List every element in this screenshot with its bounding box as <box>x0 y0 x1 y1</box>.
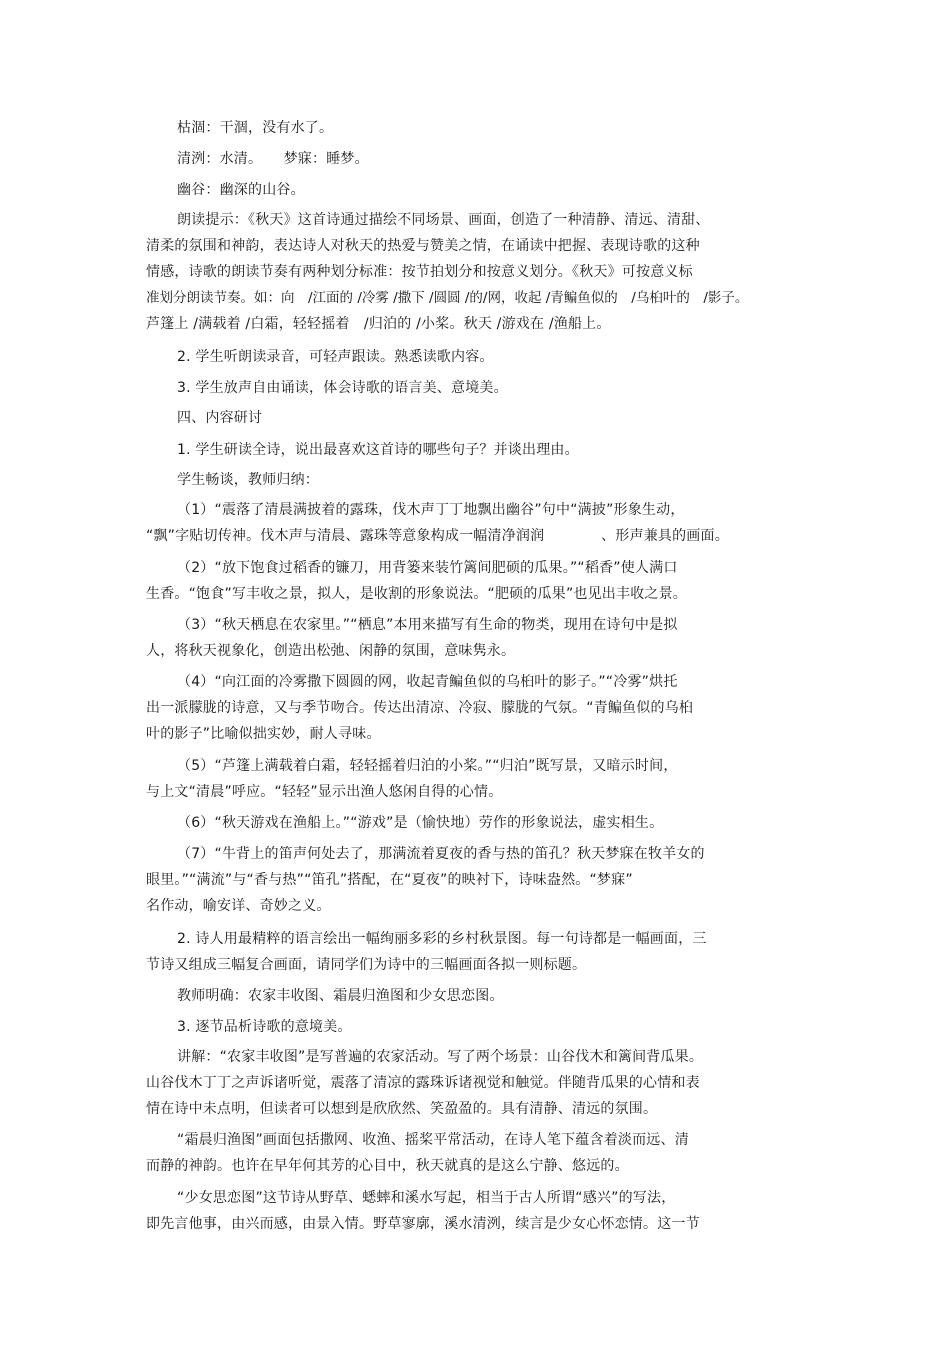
text-line: 叶的影子”比喻似拙实妙，耐人寻味。 <box>146 726 381 742</box>
text-line: 而静的神韵。也许在早年何其芳的心目中，秋天就真的是这么宁静、悠远的。 <box>146 1158 629 1174</box>
text-line: 准划分朗读节奏。如：向 /江面的 /冷雾 /撒下 /圆圆 /的/网，收起 /青鳊鱼似的 /乌桕叶的 /影子。 <box>146 290 749 306</box>
text-line: 芦篷上 /满载着 /白霜，轻轻摇着 /归泊的 /小桨。秋天 /游戏在 /渔船上。 <box>146 316 611 332</box>
text-line: （5）“芦篷上满载着白霜，轻轻摇着归泊的小桨。”“归泊”既写景，又暗示时间， <box>177 758 678 774</box>
text-line: 山谷伐木丁丁之声诉诸听觉，震落了清凉的露珠诉诸视觉和触觉。伴随背瓜果的心情和表 <box>146 1075 700 1091</box>
text-line: 情在诗中未点明，但读者可以想到是欣欣然、笑盈盈的。具有清静、清远的氛围。 <box>146 1101 658 1117</box>
text-line: 清柔的氛围和神韵，表达诗人对秋天的热爱与赞美之情，在诵读中把握、表现诗歌的这种 <box>146 238 700 254</box>
text-line: 1. 学生研读全诗，说出最喜欢这首诗的哪些句子？并谈出理由。 <box>177 442 579 458</box>
text-line: 名作动，喻安详、奇妙之义。 <box>146 898 331 914</box>
text-line: （4）“向江面的冷雾撒下圆圆的网，收起青鳊鱼似的乌桕叶的影子。”“冷雾”烘托 <box>177 674 678 690</box>
text-line: 教师明确：农家丰收图、霜晨归渔图和少女思恋图。 <box>177 988 504 1004</box>
text-line: （2）“放下饱食过稻香的镰刀，用背篓来装竹篱间肥硕的瓜果。”“稻香”使人满口 <box>177 560 678 576</box>
text-line: 眼里。”“满流”与“香与热”“笛孔”搭配，在“夏夜”的映衬下，诗味盎然。“梦寐” <box>146 872 633 888</box>
text-line: 2. 诗人用最精粹的语言绘出一幅绚丽多彩的乡村秋景图。每一句诗都是一幅画面，三 <box>177 931 707 947</box>
text-line: “少女思恋图”这节诗从野草、蟋蟀和溪水写起，相当于古人所谓“感兴”的写法， <box>177 1190 676 1206</box>
text-line: 3. 逐节品析诗歌的意境美。 <box>177 1019 352 1035</box>
text-line: 幽谷：幽深的山谷。 <box>177 182 305 198</box>
text-line: 即先言他事，由兴而感，由景入情。野草寥廓，溪水清洌，续言是少女心怀恋情。这一节 <box>146 1216 700 1232</box>
text-line: 3. 学生放声自由诵读，体会诗歌的语言美、意境美。 <box>177 380 508 396</box>
section-heading: 四、内容研讨 <box>177 410 263 426</box>
text-line: “霜晨归渔图”画面包括撒网、收渔、摇桨平常活动，在诗人笔下蕴含着淡而远、清 <box>177 1132 689 1148</box>
text-line: 学生畅谈，教师归纳： <box>177 472 319 488</box>
text-line: 与上文“清晨”呼应。“轻轻”显示出渔人悠闲自得的心情。 <box>146 784 503 800</box>
text-line: 节诗又组成三幅复合画面，请同学们为诗中的三幅画面各拟一则标题。 <box>146 957 587 973</box>
text-line: 人，将秋天视象化，创造出松弛、闲静的氛围，意味隽永。 <box>146 643 516 659</box>
text-line: （1）“震落了清晨满披着的露珠，伐木声丁丁地飘出幽谷”句中“满披”形象生动， <box>177 502 685 518</box>
text-line: （6）“秋天游戏在渔船上。”“游戏”是（愉快地）劳作的形象说法，虚实相生。 <box>177 815 664 831</box>
text-line: （7）“牛背上的笛声何处去了，那满流着夏夜的香与热的笛孔？秋天梦寐在牧羊女的 <box>177 846 705 862</box>
text-line: 生香。“饱食”写丰收之景，拟人，是收割的形象说法。“肥硕的瓜果”也见出丰收之景。 <box>146 586 688 602</box>
text-line: 讲解：“农家丰收图”是写普遍的农家活动。写了两个场景：山谷伐木和篱间背瓜果。 <box>177 1049 704 1065</box>
text-line: 朗读提示：《秋天》这首诗通过描绘不同场景、画面，创造了一种清静、清远、清甜、 <box>177 212 710 228</box>
text-line: “飘”字贴切传神。伐木声与清晨、露珠等意象构成一幅清净润润 、形声兼具的画面。 <box>146 528 729 544</box>
text-line: 情感，诗歌的朗读节奏有两种划分标准：按节拍划分和按意义划分。《秋天》可按意义标 <box>146 264 693 280</box>
text-line: 枯涸：干涸，没有水了。 <box>177 120 334 136</box>
text-line: 2. 学生听朗读录音，可轻声跟读。熟悉读歌内容。 <box>177 349 494 365</box>
text-line: 出一派朦胧的诗意，又与季节吻合。传达出清凉、冷寂、朦胧的气氛。“青鳊鱼似的乌桕 <box>146 700 694 716</box>
text-line: （3）“秋天栖息在农家里。”“栖息”本用来描写有生命的物类，现用在诗句中是拟 <box>177 617 678 633</box>
text-line: 清洌：水清。 梦寐：睡梦。 <box>177 151 369 167</box>
